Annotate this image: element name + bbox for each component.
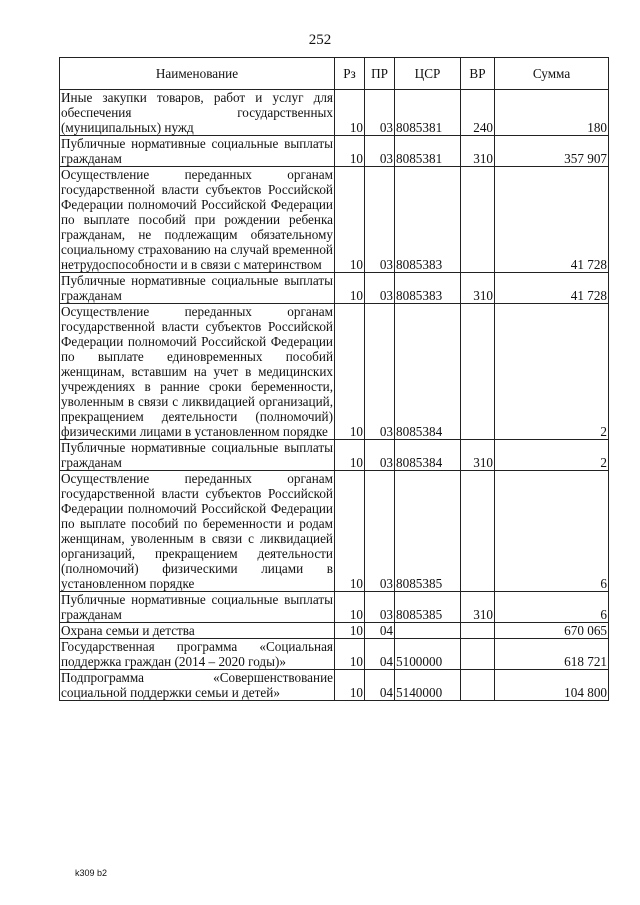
- row-sum: 2: [495, 440, 609, 471]
- row-pr: 03: [365, 136, 395, 167]
- row-pr: 04: [365, 623, 395, 639]
- row-pr: 04: [365, 639, 395, 670]
- row-vr: [461, 639, 495, 670]
- row-rz: 10: [335, 623, 365, 639]
- header-sum: Сумма: [495, 58, 609, 90]
- row-name: Публичные нормативные социальные выплаты гражданам: [61, 440, 333, 470]
- row-sum: 180: [495, 90, 609, 136]
- row-vr: [461, 304, 495, 440]
- row-vr: [461, 670, 495, 701]
- row-name: Осуществление переданных органам государственной власти субъектов Российской Федерации полномочий Российской Федерации по выплате пособий по беременности и родам женщинам, уволенным в связи с ликвидацией организаций, прекращением деятельности (полномочий) физическими лицами в установленном порядке: [61, 471, 333, 591]
- table-row: [60, 639, 609, 670]
- row-vr: 310: [461, 136, 495, 167]
- row-sum: 6: [495, 592, 609, 623]
- row-pr: 03: [365, 592, 395, 623]
- row-name: Публичные нормативные социальные выплаты гражданам: [61, 136, 333, 166]
- row-vr: 310: [461, 592, 495, 623]
- table-row: [60, 623, 609, 639]
- row-pr: 03: [365, 304, 395, 440]
- row-name: Осуществление переданных органам государственной власти субъектов Российской Федерации полномочий Российской Федерации по выплате единовременных пособий женщинам, вставшим на учет в медицинских учреждениях в ранние сроки беременности, уволенным в связи с ликвидацией организаций, прекращением деятельности (полномочий) физическими лицами в установленном порядке: [61, 304, 333, 439]
- row-csr: 8085385: [395, 592, 461, 623]
- row-name: Публичные нормативные социальные выплаты гражданам: [61, 592, 333, 622]
- budget-table: [59, 57, 609, 701]
- header-rz: Рз: [335, 58, 365, 90]
- row-pr: 03: [365, 90, 395, 136]
- row-pr: 03: [365, 273, 395, 304]
- row-rz: 10: [335, 592, 365, 623]
- row-csr: 8085383: [395, 273, 461, 304]
- row-vr: 240: [461, 90, 495, 136]
- row-rz: 10: [335, 471, 365, 592]
- header-vr: ВР: [461, 58, 495, 90]
- table-row: [60, 167, 609, 273]
- row-sum: 2: [495, 304, 609, 440]
- row-pr: 04: [365, 670, 395, 701]
- row-sum: 670 065: [495, 623, 609, 639]
- row-pr: 03: [365, 471, 395, 592]
- row-rz: 10: [335, 273, 365, 304]
- header-name: Наименование: [60, 58, 335, 90]
- row-rz: 10: [335, 167, 365, 273]
- row-name: Публичные нормативные социальные выплаты гражданам: [61, 273, 333, 303]
- row-csr: 8085385: [395, 471, 461, 592]
- row-vr: 310: [461, 273, 495, 304]
- row-sum: 618 721: [495, 639, 609, 670]
- table-row: [60, 670, 609, 701]
- row-csr: 5100000: [395, 639, 461, 670]
- row-rz: 10: [335, 440, 365, 471]
- row-csr: 8085381: [395, 136, 461, 167]
- table-row: [60, 440, 609, 471]
- table-row: [60, 592, 609, 623]
- page-number: 252: [308, 32, 332, 48]
- row-name: Государственная программа «Социальная поддержка граждан (2014 – 2020 годы)»: [61, 639, 333, 669]
- row-rz: 10: [335, 136, 365, 167]
- row-csr: 8085381: [395, 90, 461, 136]
- row-name: Охрана семьи и детства: [60, 623, 335, 639]
- table-row: [60, 304, 609, 440]
- row-vr: [461, 471, 495, 592]
- header-csr: ЦСР: [395, 58, 461, 90]
- row-csr: 8085384: [395, 304, 461, 440]
- header-row: [60, 58, 609, 90]
- row-csr: 8085384: [395, 440, 461, 471]
- row-sum: 104 800: [495, 670, 609, 701]
- table-row: [60, 273, 609, 304]
- row-rz: 10: [335, 90, 365, 136]
- row-name: Иные закупки товаров, работ и услуг для обеспечения государственных (муниципальных) нужд: [61, 90, 333, 135]
- row-sum: 357 907: [495, 136, 609, 167]
- header-pr: ПР: [365, 58, 395, 90]
- row-csr: 5140000: [395, 670, 461, 701]
- table-row: [60, 471, 609, 592]
- document-code: k309 b2: [75, 868, 108, 878]
- row-rz: 10: [335, 304, 365, 440]
- row-vr: [461, 623, 495, 639]
- row-csr: 8085383: [395, 167, 461, 273]
- row-pr: 03: [365, 440, 395, 471]
- table-row: [60, 136, 609, 167]
- row-vr: 310: [461, 440, 495, 471]
- row-name: Осуществление переданных органам государственной власти субъектов Российской Федерации полномочий Российской Федерации по выплате пособий при рождении ребенка гражданам, не подлежащим обязательному социальному страхованию на случай временной нетрудоспособности и в связи с материнством: [61, 167, 333, 272]
- row-sum: 41 728: [495, 273, 609, 304]
- row-csr: [395, 623, 461, 639]
- row-sum: 6: [495, 471, 609, 592]
- row-rz: 10: [335, 639, 365, 670]
- row-rz: 10: [335, 670, 365, 701]
- table-row: [60, 90, 609, 136]
- row-pr: 03: [365, 167, 395, 273]
- row-vr: [461, 167, 495, 273]
- row-name: Подпрограмма «Совершенствование социальной поддержки семьи и детей»: [61, 670, 333, 700]
- row-sum: 41 728: [495, 167, 609, 273]
